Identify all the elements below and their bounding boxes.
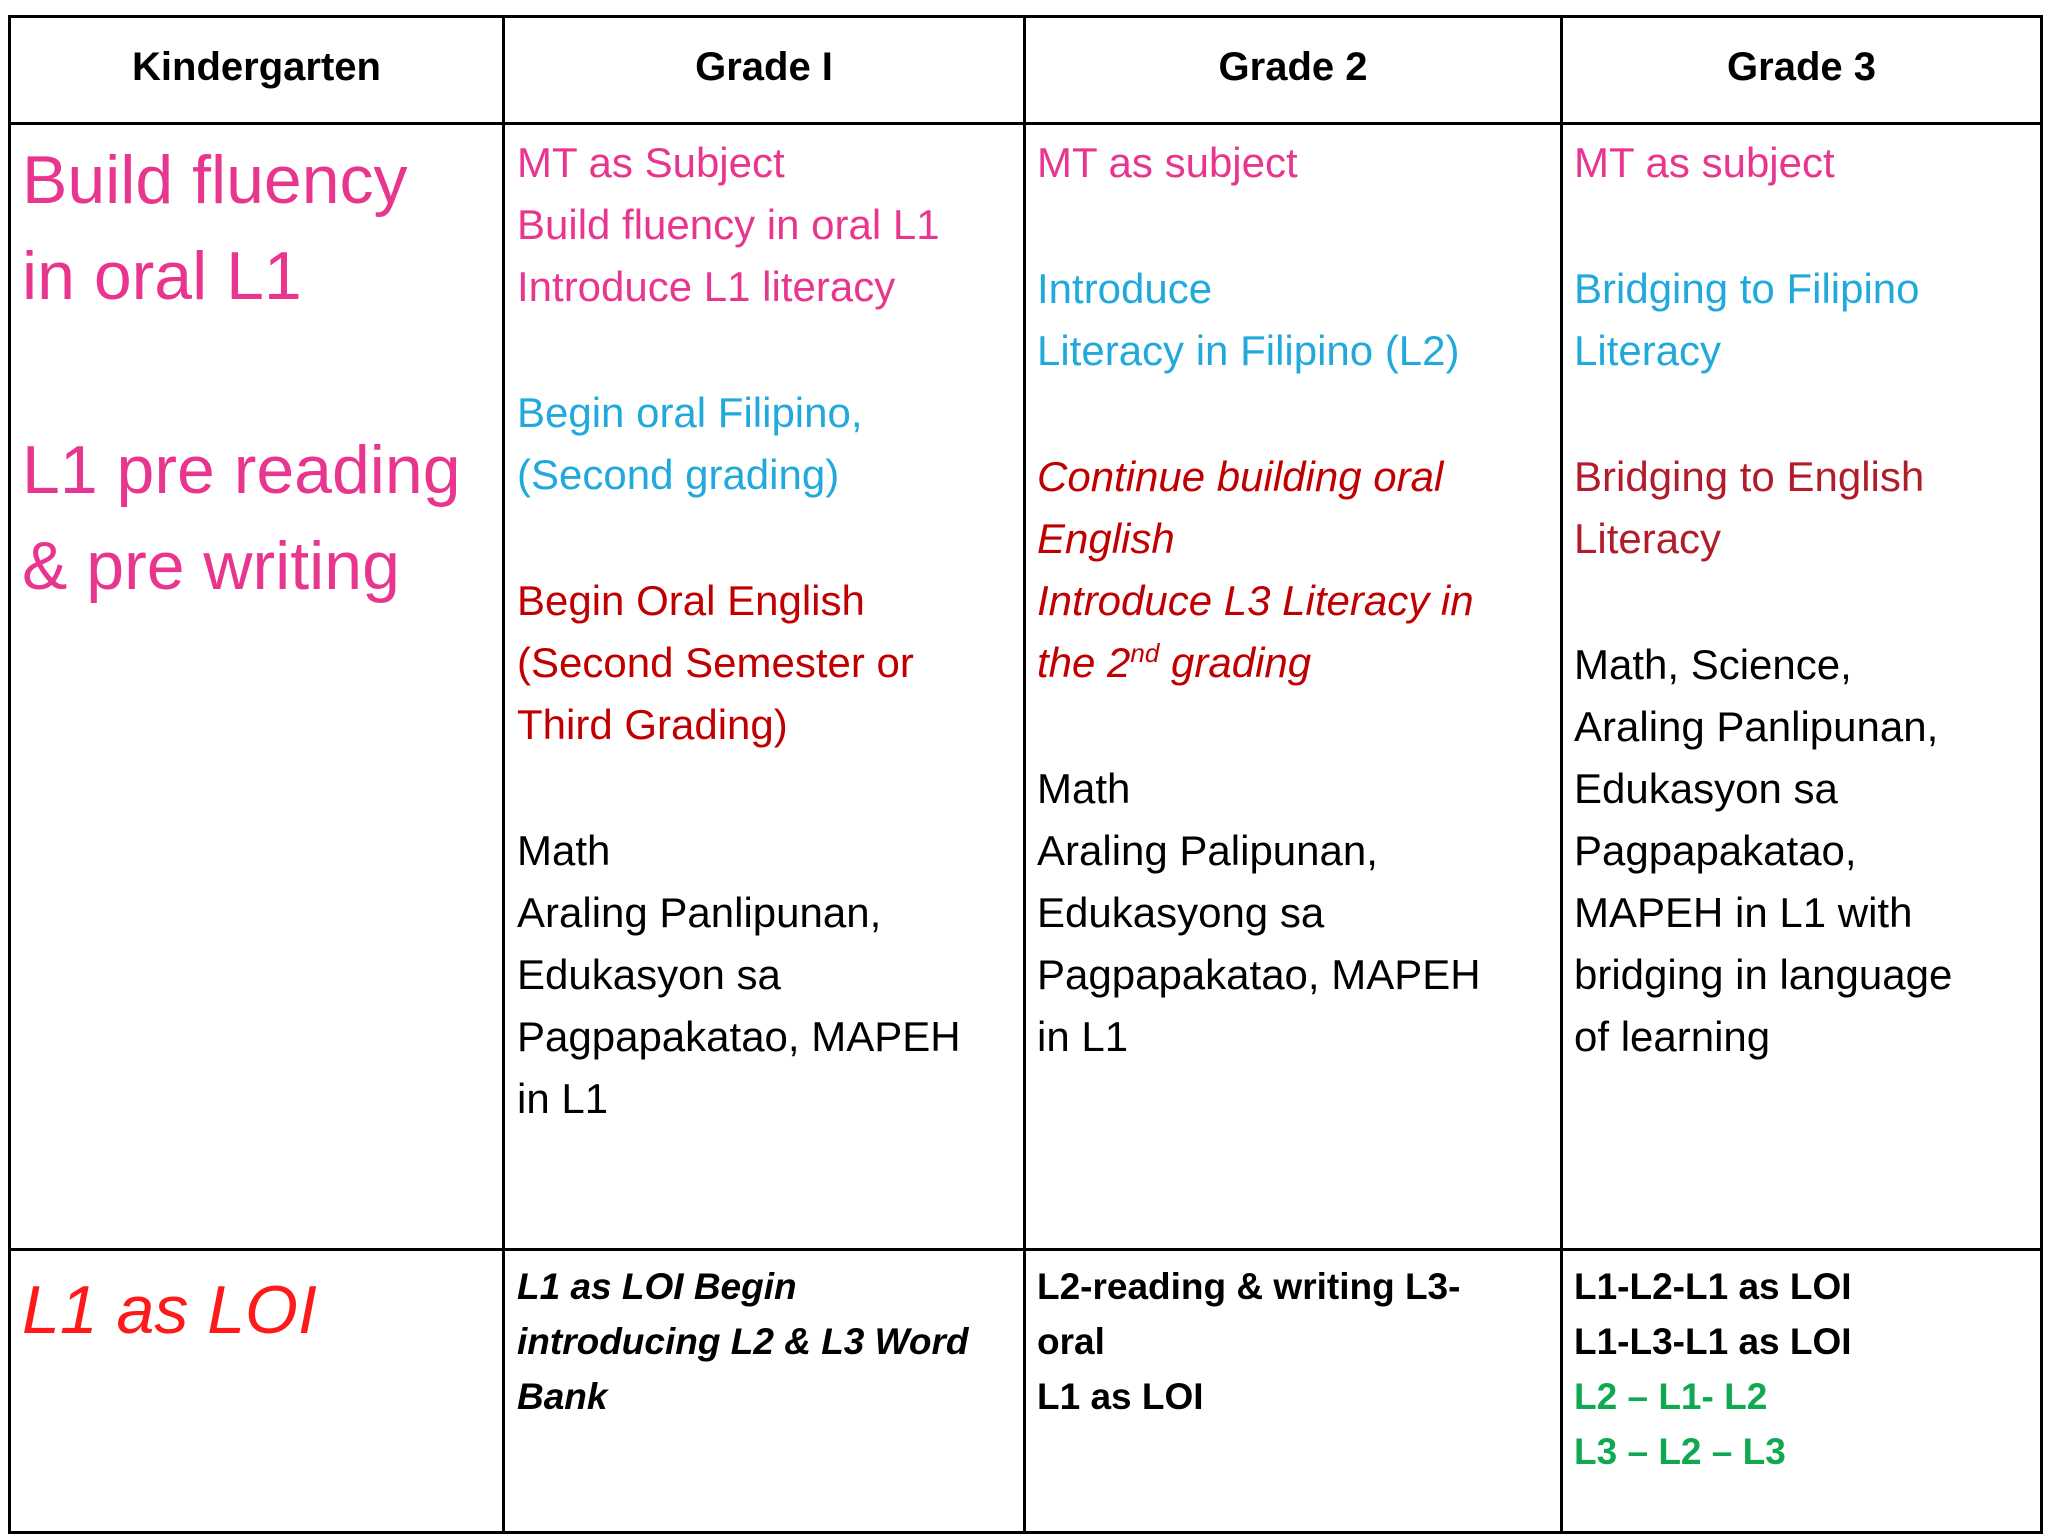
kindergarten-loi-text: L1 as LOI xyxy=(22,1272,317,1348)
header-kindergarten: Kindergarten xyxy=(132,44,381,89)
grade-2-l3-suffix: grading xyxy=(1159,639,1312,686)
grade-3-loi-line: L1-L2-L1 as LOI xyxy=(1574,1266,1852,1307)
grade-2-content xyxy=(1037,132,1557,1068)
table-border-right xyxy=(2040,15,2043,1534)
kindergarten-loi xyxy=(22,1262,500,1358)
grade-2-line: Math xyxy=(1037,765,1131,812)
grade-1-loi-line: L1 as LOI Begin xyxy=(517,1266,797,1307)
grade-3-line: Bridging to English xyxy=(1574,453,1925,500)
grade-1-line: (Second Semester or xyxy=(517,639,914,686)
grade-2-line: Introduce xyxy=(1037,265,1213,312)
header-grade-1: Grade I xyxy=(695,44,833,89)
grade-2-line: Continue building oral xyxy=(1037,453,1444,500)
header-grade-3: Grade 3 xyxy=(1727,44,1876,89)
grade-2-line: in L1 xyxy=(1037,1013,1129,1060)
grade-3-loi-line: L2 – L1- L2 xyxy=(1574,1376,1768,1417)
grade-2-l3-prefix: the 2 xyxy=(1037,639,1131,686)
kindergarten-content xyxy=(22,132,500,614)
grade-2-loi-line: oral xyxy=(1037,1321,1105,1362)
grade-3-content xyxy=(1574,132,2036,1068)
grade-2-line xyxy=(1037,632,1557,694)
grade-3-line: of learning xyxy=(1574,1013,1771,1060)
grade-3-line: Bridging to Filipino xyxy=(1574,265,1920,312)
grade-2-loi-line: L2-reading & writing L3- xyxy=(1037,1266,1461,1307)
grade-3-line: Literacy xyxy=(1574,327,1722,374)
grade-2-line: Literacy in Filipino (L2) xyxy=(1037,327,1460,374)
grade-3-line: Math, Science, xyxy=(1574,641,1852,688)
grade-1-content xyxy=(517,132,1017,1130)
grade-1-line: (Second grading) xyxy=(517,451,840,498)
grade-1-line: Begin oral Filipino, xyxy=(517,389,863,436)
grade-3-line: Araling Panlipunan, xyxy=(1574,703,1939,750)
grade-1-line: MT as Subject xyxy=(517,139,785,186)
grade-1-line: Introduce L1 literacy xyxy=(517,263,896,310)
grade-3-line: MT as subject xyxy=(1574,139,1835,186)
kindergarten-line: L1 pre reading xyxy=(22,432,461,508)
grade-3-line: Edukasyon sa xyxy=(1574,765,1838,812)
grade-3-loi-line: L1-L3-L1 as LOI xyxy=(1574,1321,1852,1362)
grade-1-line: Araling Panlipunan, xyxy=(517,889,882,936)
table-border-left xyxy=(8,15,11,1534)
grade-3-loi xyxy=(1574,1259,2036,1479)
grade-3-line: bridging in language xyxy=(1574,951,1953,998)
grade-1-loi-line: Bank xyxy=(517,1376,608,1417)
grade-1-loi-line: introducing L2 & L3 Word xyxy=(517,1321,969,1362)
grade-2-line: Pagpapakatao, MAPEH xyxy=(1037,951,1481,998)
grade-3-loi-line: L3 – L2 – L3 xyxy=(1574,1431,1786,1472)
kindergarten-line: in oral L1 xyxy=(22,238,302,314)
grade-2-l3-ordinal: nd xyxy=(1130,638,1160,668)
grade-3-line: Pagpapakatao, xyxy=(1574,827,1857,874)
column-divider-2 xyxy=(1023,15,1026,1534)
grade-1-line: in L1 xyxy=(517,1075,609,1122)
grade-2-line: Edukasyong sa xyxy=(1037,889,1325,936)
grade-2-line: English xyxy=(1037,515,1175,562)
grade-2-loi xyxy=(1037,1259,1557,1424)
kindergarten-line: Build fluency xyxy=(22,142,408,218)
column-divider-3 xyxy=(1560,15,1563,1534)
header-grade-2: Grade 2 xyxy=(1218,44,1368,89)
grade-2-line: Introduce L3 Literacy in xyxy=(1037,577,1474,624)
grade-1-line: Third Grading) xyxy=(517,701,788,748)
grade-1-line: Edukasyon sa xyxy=(517,951,781,998)
grade-1-line: Build fluency in oral L1 xyxy=(517,201,940,248)
column-divider-1 xyxy=(502,15,505,1534)
grade-1-line: Begin Oral English xyxy=(517,577,865,624)
kindergarten-line: & pre writing xyxy=(22,528,400,604)
grade-3-line: Literacy xyxy=(1574,515,1722,562)
grade-2-line: MT as subject xyxy=(1037,139,1298,186)
grade-2-line: Araling Palipunan, xyxy=(1037,827,1378,874)
grade-2-loi-line: L1 as LOI xyxy=(1037,1376,1204,1417)
grade-1-loi xyxy=(517,1259,1022,1424)
grade-1-line: Pagpapakatao, MAPEH xyxy=(517,1013,961,1060)
grade-1-line: Math xyxy=(517,827,611,874)
grade-3-line: MAPEH in L1 with xyxy=(1574,889,1913,936)
